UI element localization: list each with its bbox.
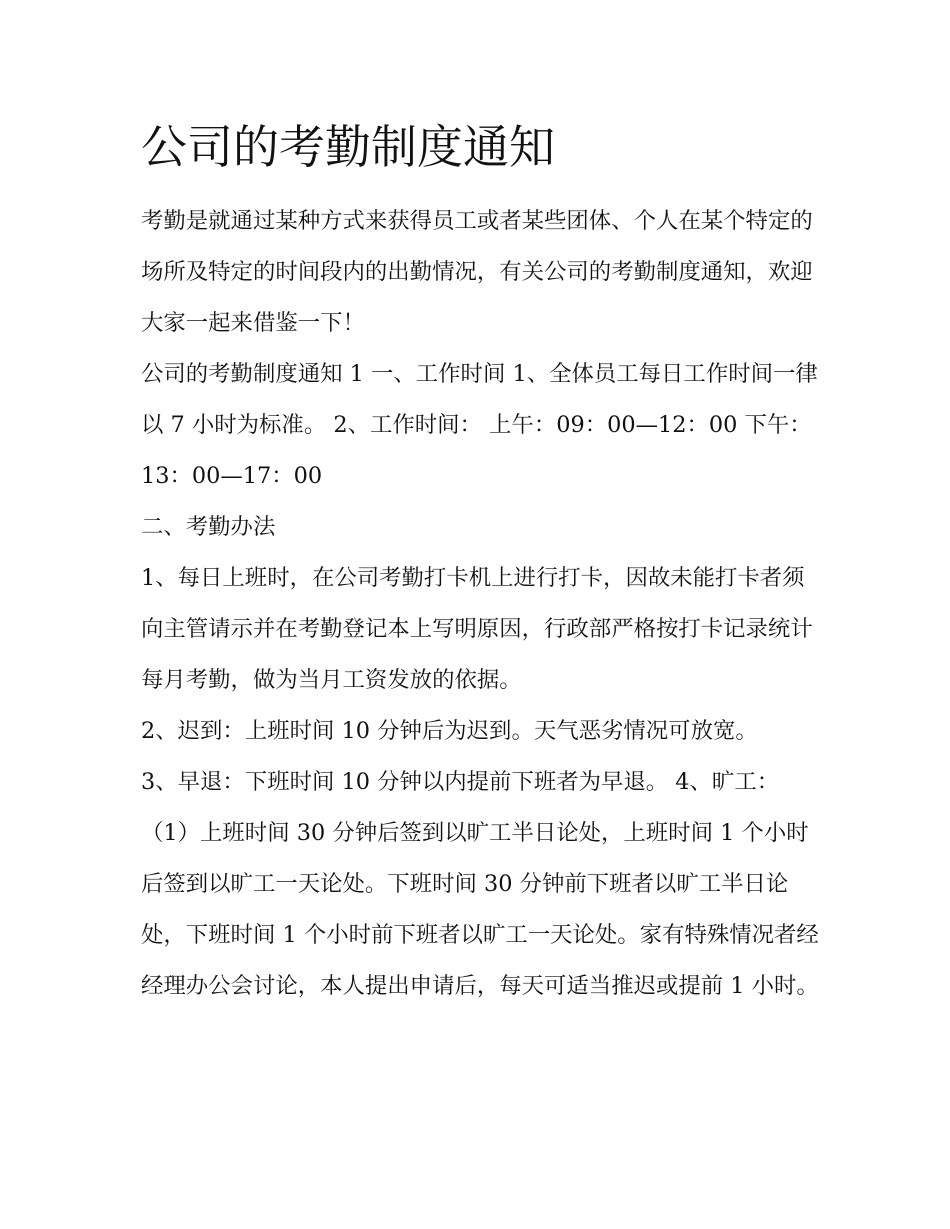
section-heading-attendance-method: 二、考勤办法 (141, 514, 276, 540)
paragraph-work-hours: 公司的考勤制度通知 1 一、工作时间 1、全体员工每日工作时间一律以 7 小时为标准。 2、工作时间： 上午：09：00—12：00 下午：13：00—17：00 (141, 361, 818, 489)
paragraph-intro: 考勤是就通过某种方式来获得员工或者某些团体、个人在某个特定的场所及特定的时间段内的出勤情况，有关公司的考勤制度通知，欢迎大家一起来借鉴一下！ (141, 208, 813, 336)
paragraph-clock-in: 1、每日上班时，在公司考勤打卡机上进行打卡，因故未能打卡者须向主管请示并在考勤登记本上写明原因，行政部严格按打卡记录统计每月考勤，做为当月工资发放的依据。 (141, 565, 813, 693)
document-title: 公司的考勤制度通知 (141, 120, 555, 174)
document-body (141, 196, 821, 1012)
paragraph-early-leave: 3、早退：下班时间 10 分钟以内提前下班者为早退。 4、旷工： (141, 769, 780, 795)
paragraph-absence-rules: （1）上班时间 30 分钟后签到以旷工半日论处，上班时间 1 个小时后签到以旷工一天论处。下班时间 30 分钟前下班者以旷工半日论处，下班时间 1 个小时前下班者以旷工一天论处。家有特殊情况者经经理办公会讨论，本人提出申请后，每天可适当推迟或提前 1 小时。 (141, 820, 819, 999)
paragraph-late-arrival: 2、迟到：上班时间 10 分钟后为迟到。天气恶劣情况可放宽。 (141, 718, 758, 744)
